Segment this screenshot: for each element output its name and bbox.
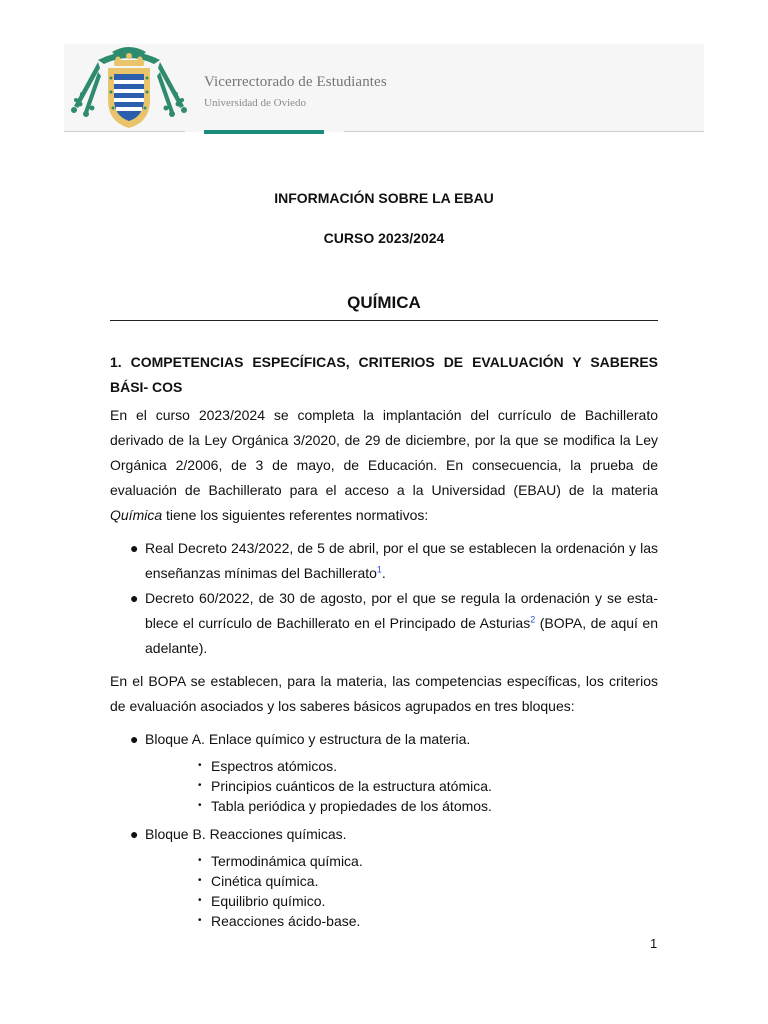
small-bullet-icon: •	[198, 895, 202, 906]
document-body	[110, 350, 658, 937]
bullet-icon: ●	[130, 731, 139, 747]
block-items	[145, 851, 658, 931]
list-item	[110, 536, 658, 586]
footnote-link[interactable]: 2	[530, 614, 536, 625]
list-item	[110, 586, 658, 661]
header-divider-left	[64, 131, 185, 132]
document-course: CURSO 2023/2024	[323, 230, 445, 246]
subject-title: QUÍMICA	[347, 293, 421, 312]
header-accent-bar	[204, 130, 324, 134]
reference-tail: (BOPA, de aquí en adelante).	[145, 615, 658, 656]
list-item	[145, 911, 658, 931]
bopa-paragraph: En el BOPA se establecen, para la materia, las competencias específicas, los criterios de evaluación asociados y los saberes básicos agrupados en tres bloques:	[110, 673, 658, 714]
section-heading: 1. COMPETENCIAS ESPECÍFICAS, CRITERIOS DE EVALUACIÓN Y SABERES BÁSI- COS	[110, 354, 658, 395]
header-text	[204, 74, 387, 109]
list-item	[145, 796, 658, 816]
header-divider-right	[344, 131, 704, 132]
list-item	[145, 776, 658, 796]
subject-emphasis: Química	[110, 507, 163, 523]
bullet-icon: ●	[130, 540, 139, 556]
references-list	[110, 536, 658, 661]
reference-text: Real Decreto 243/2022, de 5 de abril, por el que se establecen la ordenación y las enseñanzas mínimas del Bachillerato	[145, 540, 658, 581]
small-bullet-icon: •	[198, 800, 202, 811]
title-rule	[110, 320, 658, 321]
document-heading: INFORMACIÓN SOBRE LA EBAU	[274, 190, 494, 206]
list-item	[145, 891, 658, 911]
small-bullet-icon: •	[198, 780, 202, 791]
list-item	[110, 822, 658, 931]
item-text: Tabla periódica y propiedades de los átomos.	[211, 798, 492, 814]
page-number: 1	[650, 936, 658, 951]
small-bullet-icon: •	[198, 875, 202, 886]
intro-text-end: tiene los siguientes referentes normativos:	[162, 507, 429, 523]
list-item	[145, 851, 658, 871]
university-crest-icon	[68, 42, 192, 130]
header-title: Vicerrectorado de Estudiantes	[204, 74, 387, 90]
header-subtitle: Universidad de Oviedo	[204, 97, 307, 109]
bullet-icon: ●	[130, 590, 139, 606]
reference-text: Decreto 60/2022, de 30 de agosto, por el que se regula la ordenación y se esta- blece el currículo de Bachillerato en el Principado de Asturias	[145, 590, 658, 631]
item-text: Espectros atómicos.	[211, 758, 338, 774]
item-text: Reacciones ácido-base.	[211, 913, 361, 929]
intro-paragraph	[110, 403, 658, 528]
small-bullet-icon: •	[198, 915, 202, 926]
block-title: Bloque B. Reacciones químicas.	[145, 826, 347, 842]
list-item	[145, 756, 658, 776]
bullet-icon: ●	[130, 826, 139, 842]
intro-text-start: En el curso 2023/2024 se completa la implantación del currículo de Bachillerato derivado de la Ley Orgánica 3/2020, de 29 de diciembre, por la que se modifica la Ley Orgánica 2/2006, de 3 de mayo, de Educación. En consecuencia, la prueba de evaluación de Bachillerato para el acceso a la Universidad (EBAU) de la materia	[110, 407, 658, 498]
item-text: Principios cuánticos de la estructura atómica.	[211, 778, 492, 794]
item-text: Equilibrio químico.	[211, 893, 326, 909]
item-text: Cinética química.	[211, 873, 319, 889]
blocks-list	[110, 727, 658, 931]
list-item	[110, 727, 658, 816]
block-items	[145, 756, 658, 816]
footnote-link[interactable]: 1	[376, 564, 382, 575]
reference-tail: .	[381, 565, 386, 581]
small-bullet-icon: •	[198, 855, 202, 866]
block-title: Bloque A. Enlace químico y estructura de la materia.	[145, 731, 471, 747]
list-item	[145, 871, 658, 891]
item-text: Termodinámica química.	[211, 853, 363, 869]
small-bullet-icon: •	[198, 760, 202, 771]
